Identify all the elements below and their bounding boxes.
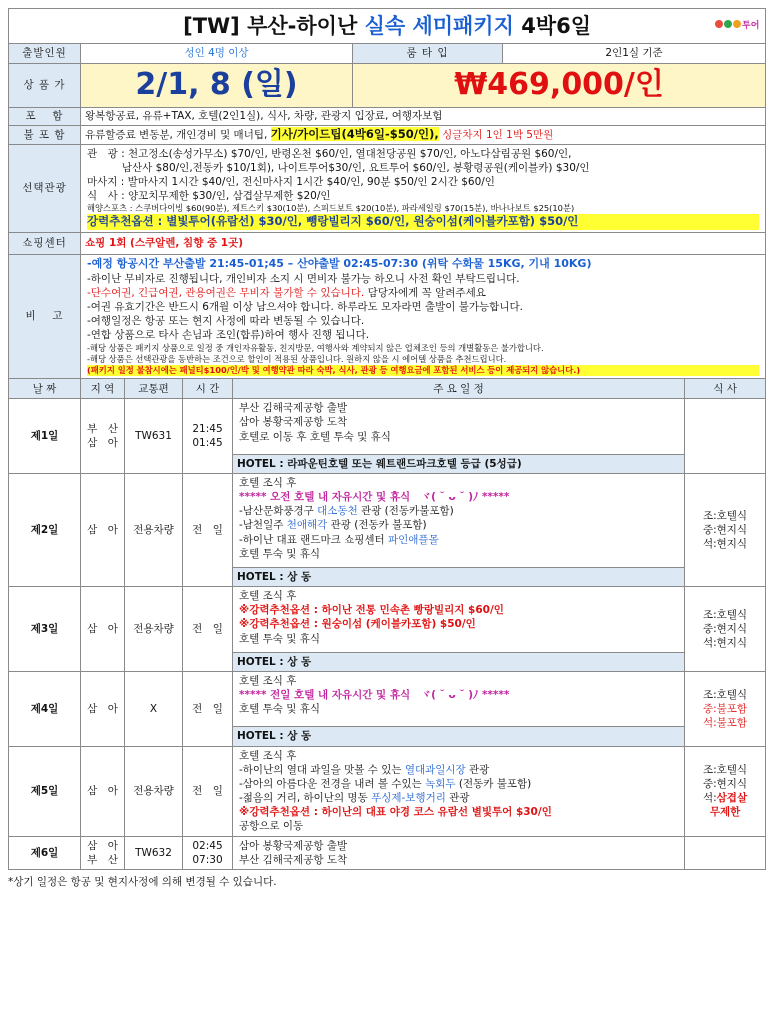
meal-line: 조:호텔식 (702, 763, 748, 776)
room-value: 2인1실 기준 (503, 44, 766, 64)
optional-line: 식 사 : 양꼬치무제한 $30/인, 삼겹살무제한 $20/인 (87, 190, 331, 203)
itinerary (233, 836, 685, 869)
region: 삼 아 (81, 473, 125, 586)
text: -하이난 대표 랜드마크 쇼핑센터 (239, 533, 388, 546)
itinerary (233, 399, 685, 474)
itinerary-line: 호텔 투숙 및 휴식 (239, 547, 321, 560)
text: (전동카 불포함) (455, 777, 532, 790)
title-duration: 4박6일 (521, 13, 591, 38)
include-label: 포 함 (9, 108, 81, 126)
option-line: ※강력추천옵션 : 원숭이섬 (케이블카포함) $50/인 (239, 618, 476, 631)
itinerary (233, 473, 685, 586)
remark-line (87, 286, 759, 300)
transport: 전용차량 (125, 587, 183, 672)
footnote: *상기 일정은 항공 및 현지사정에 의해 변경될 수 있습니다. (8, 875, 277, 888)
meals (685, 746, 766, 836)
itinerary-line (239, 518, 678, 532)
transport: 전용차량 (125, 746, 183, 836)
text: 관광 (445, 792, 470, 805)
day-row (9, 399, 766, 474)
region (81, 399, 125, 474)
time-line: 02:45 (192, 839, 223, 852)
free-time-line: ***** 오전 호텔 내 자유시간 및 휴식 ヾ( ˘ ᴗ ˘ )ﾉ ***** (239, 491, 510, 504)
optional-line: 남산사 $80/인,전동카 $10/1회), 나이트투어$30/인, 요트투어 $60/인, 봉황령공원(케이블카) $30/인 (87, 161, 590, 174)
flight-times: -예정 항공시간 부산출발 21:45-01;45 – 산야출발 02:45-07:30 (위탁 수화물 15KG, 기내 10KG) (87, 256, 592, 270)
itinerary-line: 호텔 조식 후 (239, 749, 297, 762)
day-label: 제2일 (9, 473, 81, 586)
time (183, 399, 233, 474)
region: 삼 아 (81, 587, 125, 672)
remark-line: -해당 상품은 선택관광을 동반하는 조건으로 할인이 적용된 상품입니다. 원하지 않을 시 에어텔 상품을 추천드립니다. (87, 353, 507, 364)
attraction: 천애해각 (286, 519, 328, 532)
package-table (8, 8, 766, 870)
text: 석: (702, 792, 717, 805)
region-line: 부 산 (87, 422, 118, 435)
itinerary-line: 공항으로 이동 (239, 820, 304, 833)
itinerary (233, 746, 685, 836)
remarks-label: 비 고 (9, 254, 81, 378)
remark-penalty: (패키지 일정 불참시에는 패널티$100/인/박 및 여행약관 따라 숙박, 식사, 관광 등 여행요금에 포함된 서비스 등이 제공되지 않습니다.) (87, 365, 759, 376)
meals (685, 587, 766, 672)
itinerary (233, 587, 685, 672)
meal-line (689, 791, 761, 805)
logo-icon (713, 15, 760, 35)
itinerary-line: 호텔 투숙 및 휴식 (239, 632, 321, 645)
time: 전 일 (183, 671, 233, 746)
itinerary-line: 삼아 봉황국제공항 출발 (239, 839, 348, 852)
meal-highlight: 무제한 (709, 806, 741, 819)
region-line: 삼 아 (87, 437, 118, 450)
itinerary-line (239, 777, 678, 791)
time (183, 836, 233, 869)
remark-contact: 담당자에게 꼭 알려주세요 (364, 286, 486, 299)
meal-line: 중:현지식 (702, 523, 748, 536)
meal-line: 조:호텔식 (702, 608, 748, 621)
attraction: 대소동천 (317, 505, 358, 518)
meal-line: 조:호텔식 (702, 509, 748, 522)
time-line: 01:45 (192, 437, 223, 450)
text: -남산문화풍경구 (239, 505, 318, 518)
meal-highlight: 삼겹살 (716, 792, 748, 805)
text: -삼아의 아름다운 전경을 내려 볼 수있는 (239, 777, 426, 790)
remark-line: -여행일정은 항공 또는 현지 사정에 따라 변동될 수 있습니다. (87, 315, 365, 328)
day-row (9, 473, 766, 586)
day-row (9, 671, 766, 746)
time-line: 21:45 (192, 422, 223, 435)
optional-line: 관 광 : 천고정소(송성가무소) $70/인, 반령온천 $60/인, 열대천당공원 $70/인, 아노다삼림공원 $60/인, (87, 147, 572, 160)
transport: 전용차량 (125, 473, 183, 586)
guide-tip: 기사/가이드팁(4박6일-$50/인), (270, 127, 439, 141)
itinerary-line: 호텔 조식 후 (239, 590, 297, 603)
departure-label: 출발인원 (9, 44, 81, 64)
hotel-info: HOTEL : 상 동 (233, 652, 684, 671)
free-time-line: ***** 전일 호텔 내 자유시간 및 휴식 ヾ( ˘ ᴗ ˘ )ﾉ ***** (239, 689, 510, 702)
itinerary-line (239, 791, 678, 805)
itinerary-line: 삼아 봉황국제공항 도착 (239, 416, 348, 429)
product-label: 상 품 가 (9, 64, 81, 108)
exclude-text: 유류할증료 변동분, 개인경비 및 매너팁, (85, 129, 268, 141)
page-title (9, 9, 766, 44)
optional-label: 선택관광 (9, 144, 81, 232)
itinerary-line: 호텔 조식 후 (239, 674, 297, 687)
col-time: 시 간 (183, 379, 233, 399)
meals (685, 671, 766, 746)
itinerary (233, 671, 685, 746)
meals (685, 473, 766, 586)
remark-line: -하이난 무비자로 진행됩니다, 개인비자 소지 시 면비자 불가능 하오니 사전 확인 부탁드립니다. (87, 272, 520, 285)
day-label: 제3일 (9, 587, 81, 672)
exclude-value (81, 126, 766, 145)
attraction: 푸싱제-보행거리 (371, 792, 446, 805)
time: 전 일 (183, 587, 233, 672)
meal-line: 석:불포함 (702, 716, 748, 729)
col-region: 지 역 (81, 379, 125, 399)
meal-line: 석:현지식 (702, 637, 748, 650)
itinerary-line: 호텔로 이동 후 호텔 투숙 및 휴식 (239, 430, 391, 443)
optional-recommended: 강력추천옵션 : 별빛투어(유람선) $30/인, 뺑랑빌리지 $60/인, 원숭이섬(케이블카포함) $50/인 (87, 214, 759, 230)
region: 삼 아 (81, 746, 125, 836)
transport: TW632 (125, 836, 183, 869)
col-date: 날 짜 (9, 379, 81, 399)
region-line: 삼 아 (87, 839, 118, 852)
itinerary-line: 부산 김해국제공항 도착 (239, 853, 348, 866)
hotel-info: HOTEL : 라파운틴호텔 또는 웨트랜드파크호텔 등급 (5성급) (233, 454, 684, 473)
col-meals: 식 사 (685, 379, 766, 399)
day-label: 제6일 (9, 836, 81, 869)
hotel-info: HOTEL : 상 동 (233, 567, 684, 586)
itinerary-line: 호텔 조식 후 (239, 476, 297, 489)
meal-line: 조:호텔식 (702, 688, 748, 701)
itinerary-line: 호텔 투숙 및 휴식 (239, 703, 321, 716)
text: 관광 (465, 763, 490, 776)
itinerary-line (239, 763, 678, 777)
meal-line: 중:불포함 (702, 702, 748, 715)
title-prefix: [TW] (183, 13, 240, 38)
attraction: 녹회두 (425, 777, 456, 790)
region (81, 836, 125, 869)
itinerary-line (239, 533, 678, 547)
meals (685, 836, 766, 869)
hotel-info: HOTEL : 상 동 (233, 726, 684, 745)
text: -남천일주 (239, 519, 287, 532)
time: 전 일 (183, 746, 233, 836)
departure-dates: 2/1, 8 (일) (81, 64, 353, 108)
svg-text:투어: 투어 (742, 21, 760, 31)
attraction: 파인애플몰 (388, 533, 439, 546)
remark-line: -해당 상품은 패키지 상품으로 일정 중 개인자유활동, 친지방문, 여행사와 계약되지 않은 업체조인 등의 개별활동은 불가합니다. (87, 342, 544, 353)
shopping-value: 쇼핑 1회 (스쿠알렌, 침향 중 1곳) (81, 232, 766, 254)
itinerary-line: 부산 김해국제공항 출발 (239, 402, 348, 415)
text: 관광 (전동카불포함) (357, 505, 454, 518)
region: 삼 아 (81, 671, 125, 746)
meal-line: 중:현지식 (702, 622, 748, 635)
text: -젊음의 거리, 하이난의 명동 (239, 792, 372, 805)
optional-tours (81, 144, 766, 232)
price: ₩469,000/인 (353, 64, 766, 108)
transport: TW631 (125, 399, 183, 474)
option-line: ※강력추천옵션 : 하이난 전통 민속촌 빵랑빌리지 $60/인 (239, 604, 504, 617)
day-row (9, 746, 766, 836)
time-line: 07:30 (192, 853, 223, 866)
shopping-label: 쇼핑센터 (9, 232, 81, 254)
title-type: 실속 세미패키지 (364, 13, 514, 38)
page (8, 8, 765, 889)
attraction: 열대과일시장 (404, 763, 466, 776)
departure-value: 성인 4명 이상 (81, 44, 353, 64)
meal-line: 석:현지식 (702, 538, 748, 551)
remarks (81, 254, 766, 378)
day-row (9, 587, 766, 672)
day-label: 제1일 (9, 399, 81, 474)
day-label: 제5일 (9, 746, 81, 836)
remark-passport: -단수여권, 긴급여권, 관용여권은 무비자 불가할 수 있습니다. (87, 286, 365, 299)
col-itinerary: 주 요 일 정 (233, 379, 685, 399)
option-line: ※강력추천옵션 : 하이난의 대표 야경 코스 유람선 별빛투어 $30/인 (239, 806, 552, 819)
day-row (9, 836, 766, 869)
col-transport: 교통편 (125, 379, 183, 399)
meals (685, 399, 766, 474)
region-line: 부 산 (87, 853, 118, 866)
transport: X (125, 671, 183, 746)
optional-line: 마사지 : 발마사지 1시간 $40/인, 전신마사지 1시간 $40/인, 90분 $50/인 2시간 $60/인 (87, 175, 495, 188)
exclude-label: 불 포 함 (9, 126, 81, 145)
day-label: 제4일 (9, 671, 81, 746)
title-route: 부산-하이난 (247, 13, 358, 38)
optional-sports: 해양스포츠 : 스쿠버다이빙 $60(90분), 제트스키 $30(10분), 스피드보트 $20(10분), 파라세일링 $70(15분), 바나나보트 $25(10분) (87, 203, 575, 214)
include-value: 왕복항공료, 유류+TAX, 호텔(2인1실), 식사, 차량, 관광지 입장료, 여행자보험 (81, 108, 766, 126)
text: 관광 (전동카 불포함) (327, 519, 427, 532)
remark-line: -여권 유효기간은 반드시 6개월 이상 남으셔야 합니다. 하루라도 모자라면 출발이 불가능합니다. (87, 301, 523, 314)
time: 전 일 (183, 473, 233, 586)
text: -하이난의 열대 과일을 맛볼 수 있는 (239, 763, 405, 776)
remark-line: -연합 상품으로 타사 손님과 조인(합류)하여 행사 진행 됩니다. (87, 329, 370, 342)
single-charge: 싱글차지 1인 1박 5만원 (442, 129, 554, 141)
meal-line: 중:현지식 (702, 777, 748, 790)
itinerary-line (239, 504, 678, 518)
room-label: 룸 타 입 (353, 44, 503, 64)
